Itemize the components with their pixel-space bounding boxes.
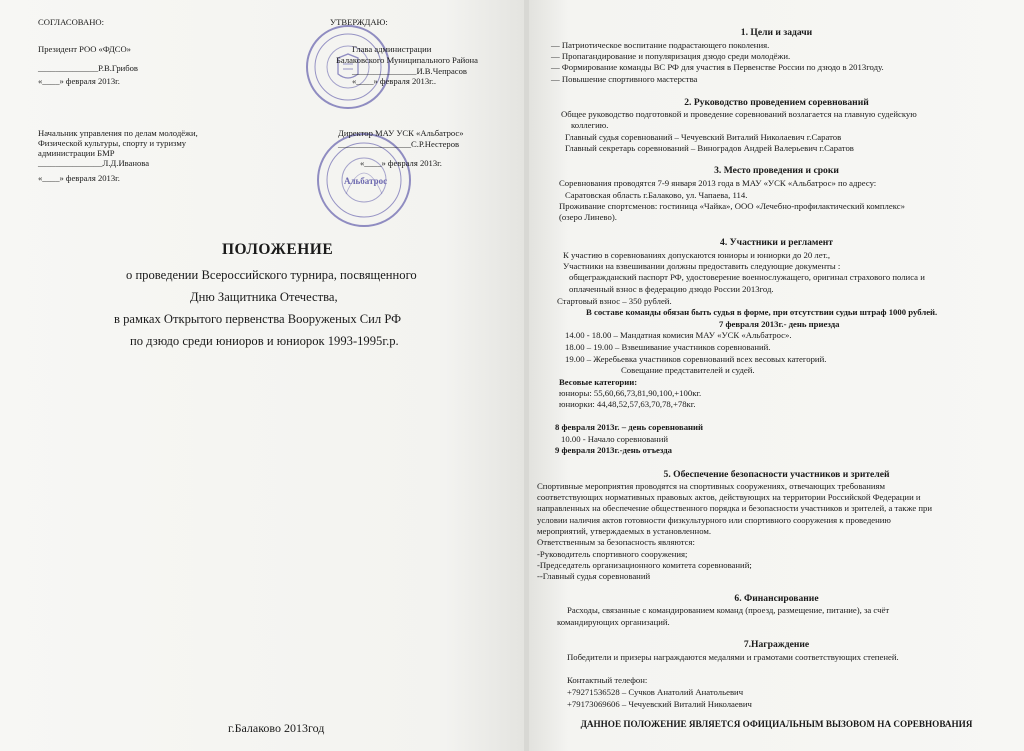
weights-women: юниорки: 44,48,52,57,63,70,78,+78кг. xyxy=(559,399,696,409)
section1-item: — Патриотическое воспитание подрастающего поколения. xyxy=(551,40,770,50)
official-invitation-note: ДАННОЕ ПОЛОЖЕНИЕ ЯВЛЯЕТСЯ ОФИЦИАЛЬНЫМ ВЫЗОВОМ НА СОРЕВНОВАНИЯ xyxy=(580,719,973,729)
admin-head-org: Балаковского Муниципального Района xyxy=(336,55,478,65)
section2-line: коллегию. xyxy=(571,120,609,130)
schedule-line: 19.00 – Жеребьевка участников соревнований всех весовых категорий. xyxy=(565,354,827,364)
subtitle-line3: в рамках Открытого первенства Вооруженых Сил РФ xyxy=(114,312,402,326)
dept-head-line3: администрации БМР xyxy=(38,148,115,158)
arrival-day: 7 февраля 2013г.- день приезда xyxy=(719,319,840,329)
contact-line: +79271536528 – Сучков Анатолий Анатольевич xyxy=(567,687,744,697)
admin-head-date: «____» февраля 2013г.. xyxy=(352,76,436,86)
dept-head-signature: _______________Л.Д.Иванова xyxy=(38,158,150,168)
agreed-label: СОГЛАСОВАНО: xyxy=(38,17,105,27)
section4-heading: 4. Участники и регламент xyxy=(720,237,833,248)
section5-line: мероприятий, утверждаемых в установленном. xyxy=(537,526,712,536)
section5-line: соответствующих нормативных правовых актов, действующих на территории Российской Федерации и xyxy=(537,492,921,502)
subtitle-line2: Дню Защитника Отечества, xyxy=(190,290,338,304)
section7-heading: 7.Награждение xyxy=(743,639,810,650)
section3-line: Соревнования проводятся 7-9 января 2013 года в МАУ «УСК «Альбатрос» по адресу: xyxy=(559,178,877,188)
director-date: «____» февраля 2013г. xyxy=(360,158,442,168)
right-page xyxy=(529,0,1024,751)
stamp-label: Альбатрос xyxy=(344,176,388,186)
section5-line: направленных на обеспечение общественного порядка и безопасности участников и зрителей, а также при xyxy=(537,503,933,513)
section3-line: Саратовская область г.Балаково, ул. Чапаева, 114. xyxy=(565,190,748,200)
section1-heading: 1. Цели и задачи xyxy=(740,27,813,38)
section1-item: — Повышение спортивного мастерства xyxy=(551,74,698,84)
section4-line: общегражданский паспорт РФ, удостоверение военнослужащего, оригинал страхового полиса и xyxy=(569,272,925,282)
admin-head-signature: _______________И.В.Чепрасов xyxy=(352,66,467,76)
document-title: ПОЛОЖЕНИЕ xyxy=(222,241,334,258)
section6-line: командирующих организаций. xyxy=(557,617,670,627)
section4-line: Стартовый взнос – 350 рублей. xyxy=(557,296,672,306)
section1-item: — Пропагандирование и популяризация дзюдо среди молодёжи. xyxy=(551,51,791,61)
president-rank: Президент РОО «ФДСО» xyxy=(38,44,131,54)
section4-line: К участию в соревнованиях допускаются юниоры и юниорки до 20 лет., xyxy=(563,250,831,260)
director-title: Директор МАУ УСК «Альбатрос» xyxy=(338,128,464,138)
section2-heading: 2. Руководство проведением соревнований xyxy=(684,97,869,108)
subtitle-line4: по дзюдо среди юниоров и юниорок 1993-1995г.р. xyxy=(130,334,399,348)
section4-line: оплаченный взнос в федерацию дзюдо России 2013год. xyxy=(569,284,774,294)
schedule-line: 18.00 – 19.00 – Взвешивание участников соревнований. xyxy=(565,342,771,352)
section4-line: Участники на взвешивании должны предоставить следующие документы : xyxy=(563,261,841,271)
section5-heading: 5. Обеспечение безопасности участников и зрителей xyxy=(663,469,890,480)
judge-requirement: В составе команды обязан быть судья в форме, при отсутствии судьи штраф 1000 рублей. xyxy=(586,307,938,317)
section6-heading: 6. Финансирование xyxy=(734,593,819,604)
president-signature: ______________Р.В.Грибов xyxy=(38,63,138,73)
competition-start: 10.00 - Начало соревнований xyxy=(561,434,669,444)
approve-label: УТВЕРЖДАЮ: xyxy=(330,17,388,27)
dept-head-line2: Физической культуры, спорту и туризму xyxy=(38,138,187,148)
dept-head-line1: Начальник управления по делам молодёжи, xyxy=(38,128,198,138)
director-signature: _________________С.Р.Нестеров xyxy=(338,139,460,149)
section5-line: условии наличия актов готовности физкультурного или спортивного сооружения к проведению xyxy=(537,515,891,525)
departure-day: 9 февраля 2013г.-день отъезда xyxy=(555,445,672,455)
schedule-line: Совещание представителей и судей. xyxy=(621,365,755,375)
schedule-line: 14.00 - 18.00 – Мандатная комисия МАУ «УСК «Альбатрос». xyxy=(565,330,792,340)
section2-line: Главный судья соревнований – Чечуевский Виталий Николаевич г.Саратов xyxy=(565,132,842,142)
section2-line: Общее руководство подготовкой и проведение соревнований возлагается на главную судейскую xyxy=(561,109,917,119)
section1-item: — Формирование команды ВС РФ для участия в Первенстве России по дзюдо в 2013году. xyxy=(551,62,884,72)
president-date: «____» февраля 2013г. xyxy=(38,76,120,86)
weights-title: Весовые категории: xyxy=(559,377,638,387)
section6-line: Расходы, связанные с командированием команд (проезд, размещение, питание), за счёт xyxy=(567,605,890,615)
contact-line: +79173069606 – Чечуевский Виталий Николаевич xyxy=(567,699,752,709)
admin-head-title: Глава администрации xyxy=(352,44,432,54)
competition-day: 8 февраля 2013г. – день соревнований xyxy=(555,422,704,432)
section5-line: -Председатель организационного комитета соревнований; xyxy=(537,560,752,570)
section2-line: Главный секретарь соревнований – Виноградов Андрей Валерьевич г.Саратов xyxy=(565,143,854,153)
section7-line: Победители и призеры награждаются медалями и грамотами соответствующих степеней. xyxy=(567,652,899,662)
weights-men: юниоры: 55,60,66,73,81,90,100,+100кг. xyxy=(559,388,702,398)
contacts-title: Контактный телефон: xyxy=(567,675,648,685)
subtitle-line1: о проведении Всероссийского турнира, посвященного xyxy=(126,268,417,282)
section5-line: -Руководитель спортивного сооружения; xyxy=(537,549,688,559)
section5-line: Спортивные мероприятия проводятся на спортивных сооружениях, отвечающих требованиям xyxy=(537,481,886,491)
section5-line: Ответственным за безопасность являются: xyxy=(537,537,695,547)
section3-line: (озеро Линево). xyxy=(559,212,617,222)
section5-line: --Главный судья соревнований xyxy=(537,571,651,581)
section3-line: Проживание спортсменов: гостиница «Чайка», ООО «Лечебно-профилактический комплекс» xyxy=(559,201,905,211)
dept-head-date: «____» февраля 2013г. xyxy=(38,173,120,183)
city-year: г.Балаково 2013год xyxy=(228,721,325,735)
section3-heading: 3. Место проведения и сроки xyxy=(714,165,839,176)
